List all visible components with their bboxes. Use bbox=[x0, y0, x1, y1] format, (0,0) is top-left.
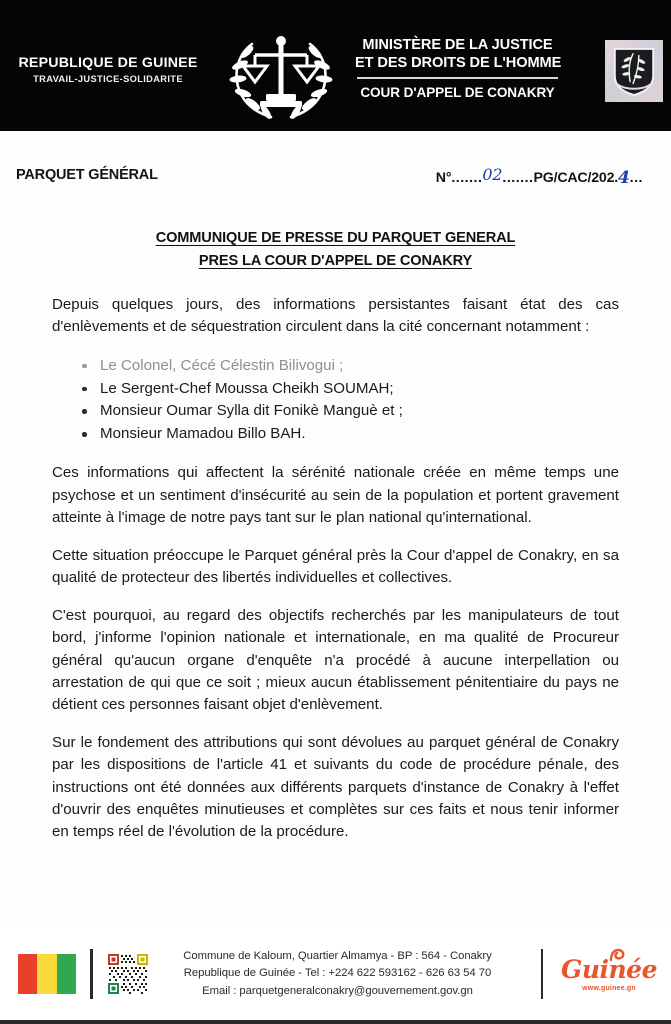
guinee-brand-logo bbox=[557, 954, 661, 992]
list-item: Monsieur Mamadou Billo BAH. bbox=[80, 423, 619, 446]
list-item: Le Sergent-Chef Moussa Cheikh SOUMAH; bbox=[80, 378, 619, 401]
court-name: COUR D'APPEL DE CONAKRY bbox=[360, 84, 555, 100]
republic-block bbox=[10, 56, 206, 84]
reference-code: PG/CAC/202 bbox=[533, 170, 615, 186]
reference-row bbox=[0, 155, 671, 211]
reference-number-prefix: N° bbox=[435, 170, 452, 186]
list-item: Monsieur Oumar Sylla dit Fonikè Manguè et ; bbox=[80, 400, 619, 423]
ministry-block bbox=[355, 36, 560, 100]
department-label: PARQUET GÉNÉRAL bbox=[16, 167, 158, 183]
scales-of-justice-laurel-icon bbox=[222, 22, 340, 126]
brand-wordmark: Guinée bbox=[560, 954, 657, 984]
footer-divider-right bbox=[541, 949, 544, 999]
ministry-line-1: MINISTÈRE DE LA JUSTICE bbox=[362, 37, 553, 53]
reference-year-dot: . bbox=[614, 170, 619, 186]
guinea-flag-icon bbox=[18, 954, 76, 994]
document-footer bbox=[0, 928, 671, 1024]
reference-number bbox=[436, 167, 643, 187]
handwritten-year-digit: 4 bbox=[618, 168, 630, 188]
republic-name: REPUBLIQUE DE GUINEE bbox=[18, 55, 198, 71]
guinea-coat-of-arms-icon bbox=[605, 40, 663, 102]
header-divider-rule bbox=[357, 77, 558, 79]
republic-motto: TRAVAIL-JUSTICE-SOLIDARITE bbox=[33, 73, 183, 84]
brand-url: www.guinee.gn bbox=[582, 984, 636, 992]
reference-dots-after: ....... bbox=[502, 170, 534, 186]
paragraph-2: Ces informations qui affectent la sérénité nationale créée en même temps une psychose et un sentiment d'insécurité au sein de la population et portent gravement atteinte à l'image de notre pays tant sur le plan national qu'international. bbox=[52, 464, 619, 526]
document-letterhead bbox=[0, 0, 671, 131]
footer-email-line: Email : parquetgeneralconakry@gouvernement.gov.gn bbox=[202, 984, 473, 997]
ministry-line-2: ET DES DROITS DE L'HOMME bbox=[355, 55, 562, 72]
named-persons-list bbox=[52, 355, 619, 447]
footer-contact-block bbox=[149, 948, 527, 999]
reference-dots-end: ... bbox=[629, 170, 643, 186]
paragraph-4: C'est pourquoi, au regard des objectifs recherchés par les manipulateurs de tout bord, j'informe l'opinion nationale et internationale, en ma qualité de Procureur général qu'aucun organe d'enquête n'a procédé à aucune interpellation ou arrestation de qui que ce soit ; mieux aucun établissement pénitentiaire du pays ne détient ces personnes faisant objet d'enlèvement. bbox=[52, 607, 619, 714]
page-title-line-2: PRES LA COUR D'APPEL DE CONAKRY bbox=[198, 252, 473, 269]
footer-divider-left bbox=[90, 949, 93, 999]
brand-bird-icon bbox=[609, 948, 626, 963]
page-title bbox=[52, 227, 619, 272]
paragraph-5: Sur le fondement des attributions qui sont dévolues au parquet général de Conakry par les dispositions de l'article 41 et suivants du code de procédure pénale, des instructions ont été données aux différents parquets d'instance de Conakry à l'effet d'ouvrir des enquêtes minutieuses et complètes sur ces faits et nous tenir informer en temps réel de l'évolution de la procédure. bbox=[52, 734, 619, 840]
reference-dots-before: ....... bbox=[451, 170, 483, 186]
list-item: Le Colonel, Cécé Célestin Bilivogui ; bbox=[80, 355, 619, 378]
page-title-line-1: COMMUNIQUE DE PRESSE DU PARQUET GENERAL bbox=[155, 230, 516, 246]
paragraph-3: Cette situation préoccupe le Parquet général près la Cour d'appel de Conakry, en sa qualité de protecteur des libertés individuelles et collectives. bbox=[52, 546, 619, 587]
footer-address-line-1: Commune de Kaloum, Quartier Almamya - BP : 564 - Conakry bbox=[183, 950, 492, 963]
paragraph-1: Depuis quelques jours, des informations persistantes faisant état des cas d'enlèvements et de séquestration circulent dans la cité concernant notamment : bbox=[52, 296, 619, 336]
qr-code-icon[interactable] bbox=[107, 953, 149, 995]
document-body bbox=[0, 211, 671, 1024]
footer-address-line-2: Republique de Guinée - Tel : +224 622 593162 - 626 63 54 70 bbox=[183, 967, 492, 980]
handwritten-number: 02 bbox=[482, 165, 503, 184]
